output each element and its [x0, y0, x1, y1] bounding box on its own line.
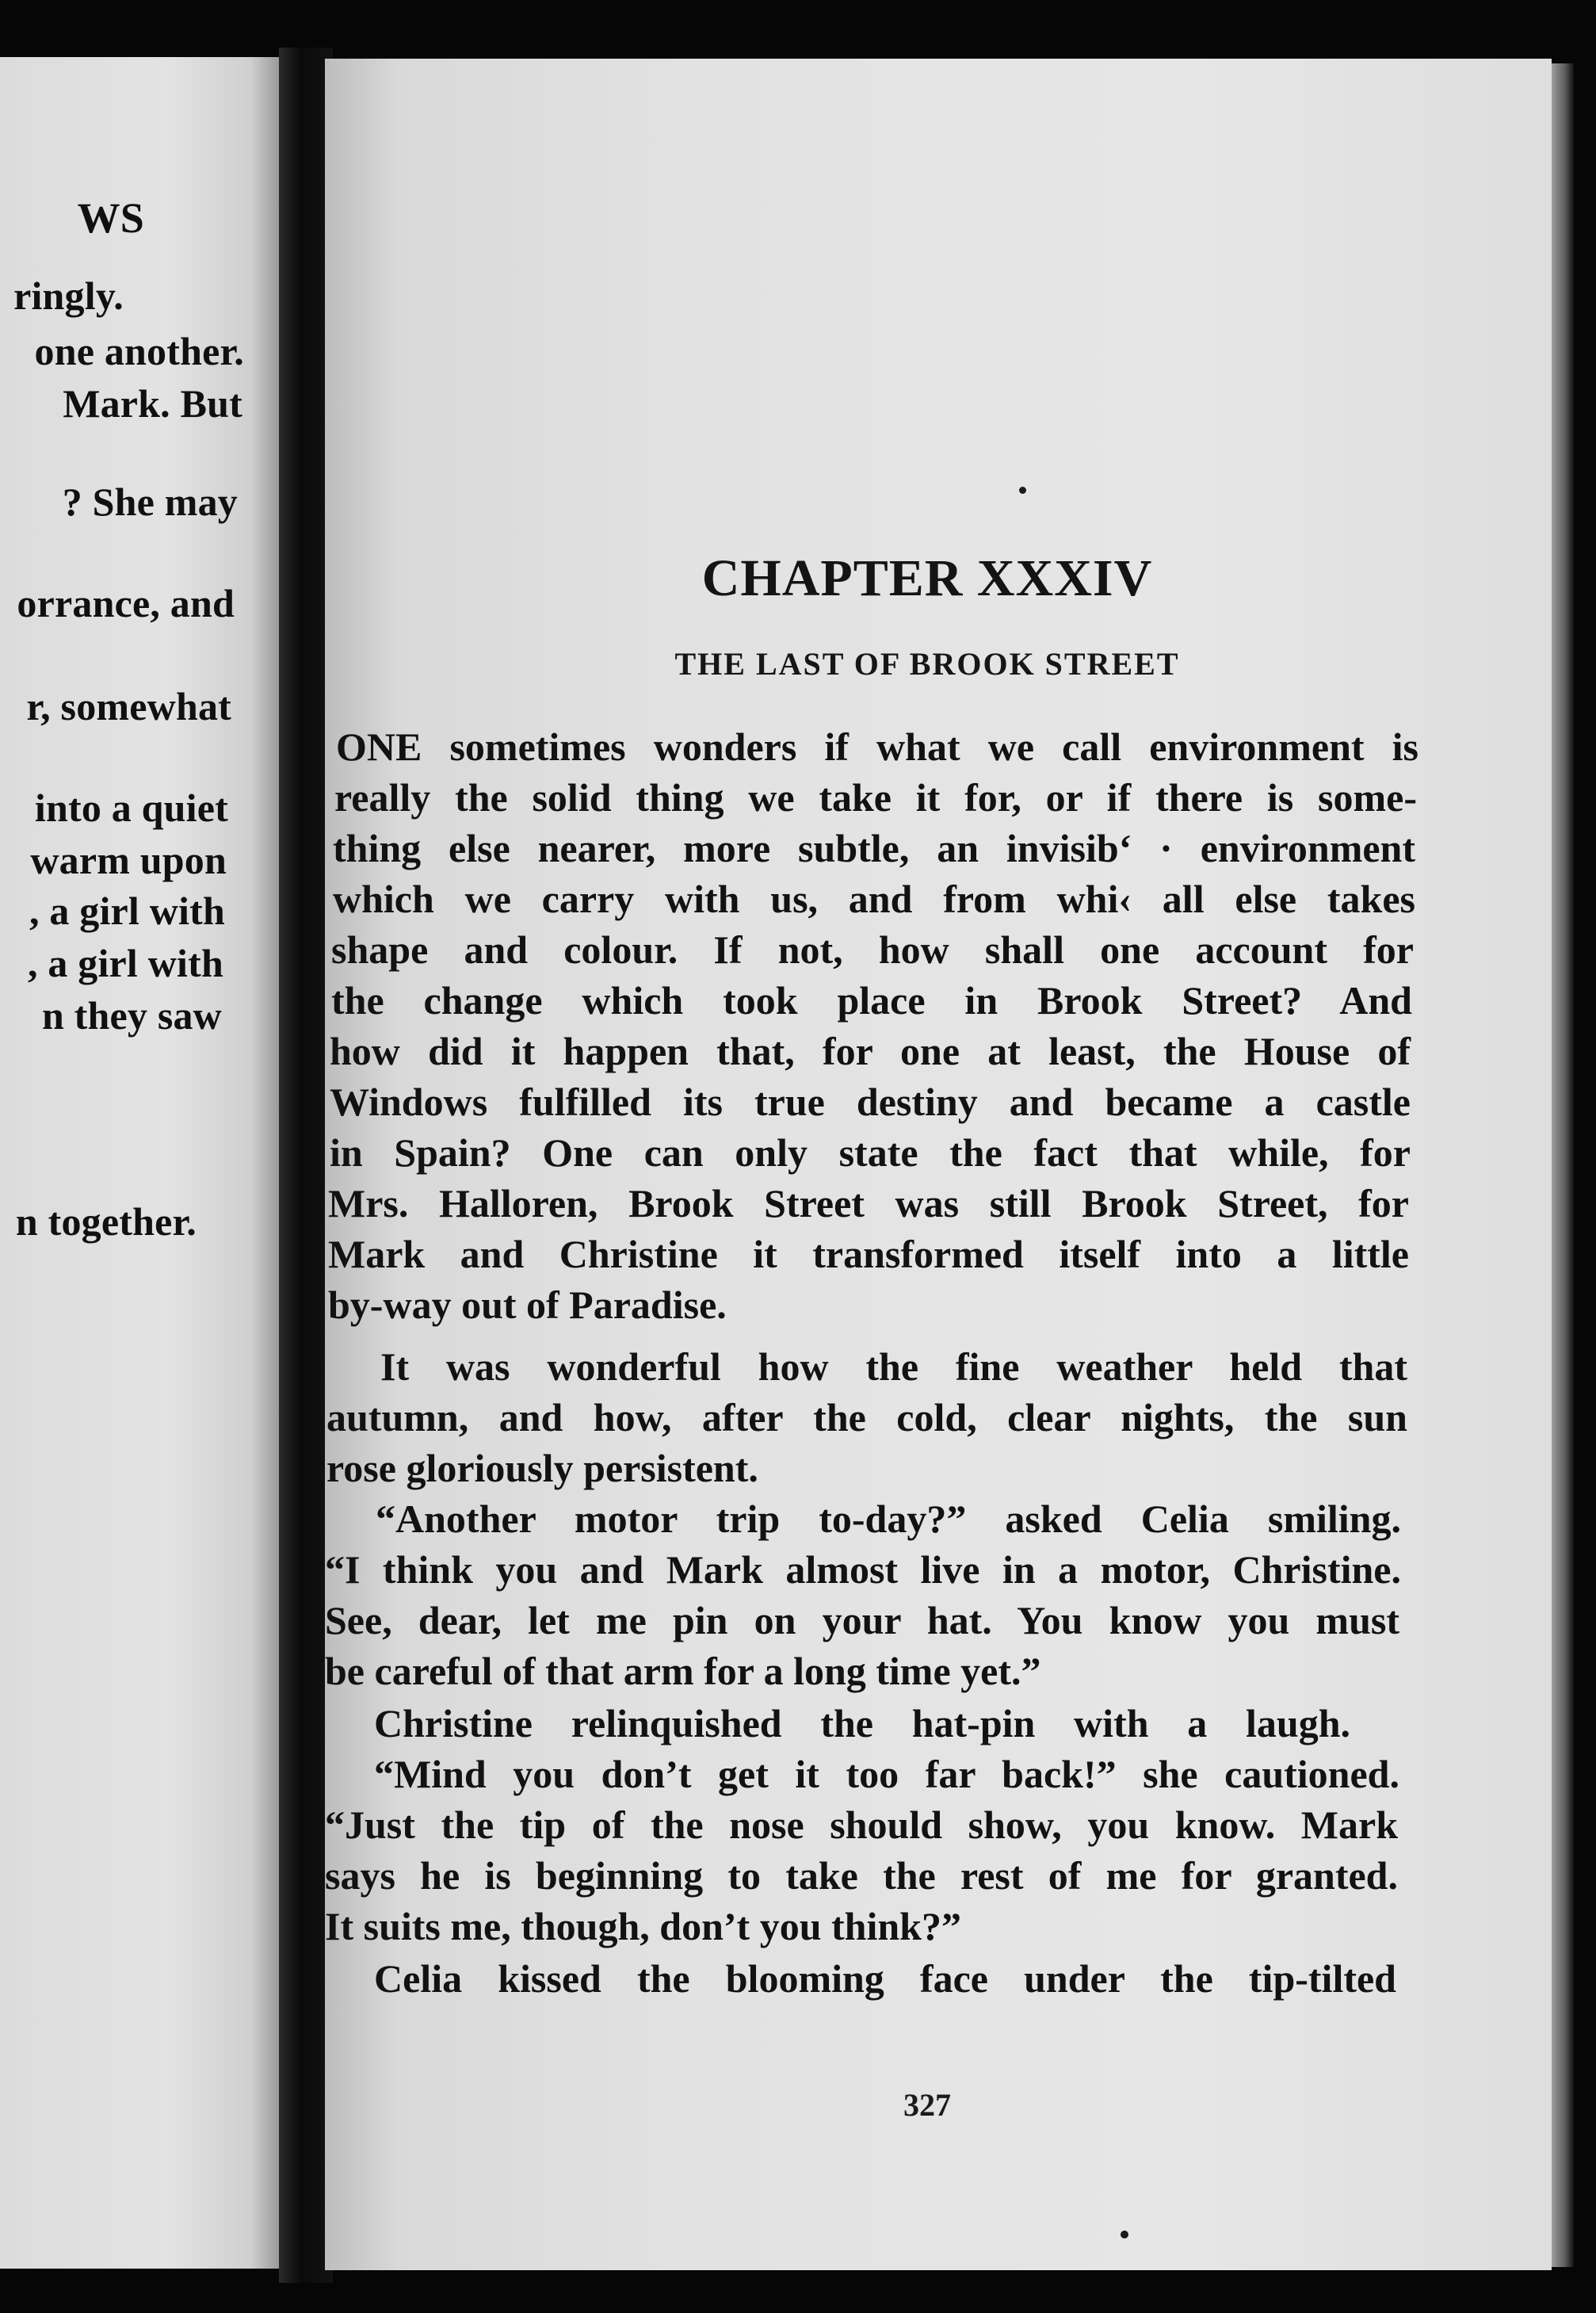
- text-line: It was wonderful how the fine weather held that: [380, 1344, 1407, 1389]
- text-line: says he is beginning to take the rest of me for granted.: [325, 1853, 1398, 1898]
- text-line: autumn, and how, after the cold, clear nights, the sun: [326, 1395, 1407, 1439]
- left-page-line: , a girl with: [29, 889, 225, 933]
- left-page-line: one another.: [34, 329, 244, 373]
- text-line: Christine relinquished the hat-pin with a laugh.: [374, 1701, 1350, 1745]
- left-page-line: warm upon: [30, 838, 227, 882]
- text-line: See, dear, let me pin on your hat. You know you must: [325, 1598, 1399, 1642]
- text-line: Mrs. Halloren, Brook Street was still Brook Street, for: [328, 1181, 1409, 1225]
- text-line: It suits me, though, don’t you think?”: [325, 1904, 961, 1948]
- left-page-line: orrance, and: [17, 581, 235, 625]
- text-line: “I think you and Mark almost live in a motor, Christine.: [325, 1547, 1401, 1592]
- left-facing-page: [0, 57, 279, 2269]
- text-line: “Another motor trip to-day?” asked Celia smiling.: [376, 1497, 1401, 1541]
- text-line: in Spain? One can only state the fact that while, for: [330, 1130, 1411, 1175]
- text-line: how did it happen that, for one at least, the House of: [330, 1029, 1411, 1073]
- text-line: Mark and Christine it transformed itself into a little: [328, 1232, 1409, 1276]
- page-edge-shadow: [1552, 63, 1574, 2267]
- left-page-line: ? She may: [62, 480, 238, 524]
- text-line: the change which took place in Brook Street? And: [331, 978, 1412, 1023]
- left-page-line: , a girl with: [27, 941, 223, 985]
- left-page-line: ringly.: [13, 273, 124, 318]
- text-line: rose gloriously persistent.: [326, 1446, 758, 1490]
- text-line: shape and colour. If not, how shall one account for: [331, 927, 1414, 972]
- text-line: Celia kissed the blooming face under the tip-tilted: [374, 1956, 1396, 2001]
- ink-speck: [1019, 487, 1026, 494]
- chapter-title: CHAPTER XXXIV: [701, 549, 1153, 607]
- text-line: Windows fulfilled its true destiny and became a castle: [330, 1080, 1411, 1124]
- text-line: “Mind you don’t get it too far back!” she cautioned.: [374, 1752, 1399, 1796]
- left-page-line: n they saw: [41, 993, 222, 1038]
- left-page-line: n together.: [15, 1199, 197, 1244]
- text-line: thing else nearer, more subtle, an invisib‘ · environment: [333, 826, 1415, 870]
- left-page-line: WS: [77, 194, 144, 242]
- left-page-line: into a quiet: [34, 786, 228, 830]
- bleed-through-shadow: [491, 209, 1363, 304]
- page-number: 327: [903, 2087, 951, 2123]
- chapter-subtitle: THE LAST OF BROOK STREET: [674, 646, 1180, 682]
- text-line: which we carry with us, and from whi‹ all else takes: [333, 877, 1415, 921]
- ink-speck: [1121, 2231, 1128, 2238]
- text-line: ONE sometimes wonders if what we call environment is: [336, 724, 1418, 769]
- text-line: really the solid thing we take it for, or if there is some-: [334, 775, 1417, 820]
- left-page-line: Mark. But: [63, 381, 242, 426]
- text-line: be careful of that arm for a long time yet.”: [325, 1649, 1041, 1693]
- text-line: “Just the tip of the nose should show, you know. Mark: [325, 1803, 1398, 1847]
- left-page-line: r, somewhat: [26, 684, 231, 728]
- right-page: [325, 59, 1552, 2270]
- text-line: by-way out of Paradise.: [328, 1283, 727, 1327]
